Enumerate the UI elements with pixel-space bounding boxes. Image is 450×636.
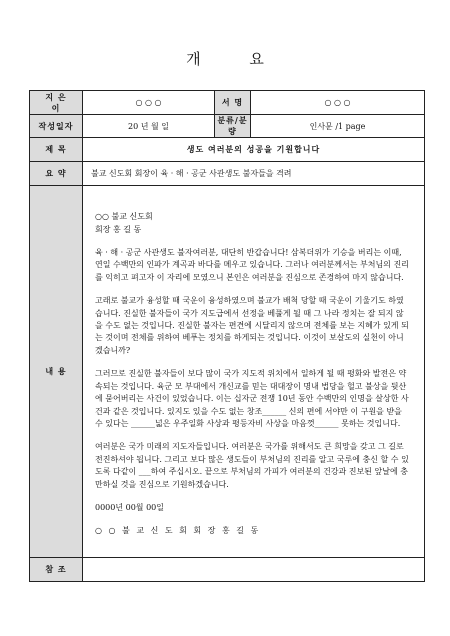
summary-value: 불교 신도회 회장이 육 · 해 · 공군 사관생도 불자들을 격려 [83,162,425,186]
paragraph-2: 고래로 불교가 융성할 때 국운이 융성하였으며 불교가 배척 당할 때 국운이 기울기도 하였습니다. 진실한 불자들이 국가 지도급에서 선정을 베풀게 될 때 그 나라 정치는 잘 되지 않을 수도 없는 것입니다. 진실한 불자는 편견에 시달리지 않으며 전체를 보는 지혜가 있게 되는 것이며 전체를 위하여 베푸는 정치를 하게되는 것입니다. 이것이 보살도의 실천이 아니겠습니까? [95,296,409,355]
speaker-value: ○ ○ ○ [251,91,425,115]
reference-row [30,558,425,582]
summary-row [30,162,425,186]
date-label: 작성일자 [30,115,83,138]
subject-value: 생도 여러분의 성공을 기원합니다 [83,138,425,162]
paragraph-4: 여러분은 국가 미래의 지도자들입니다. 여러분은 국가를 위해서도 큰 희망을 갖고 그 길로 전진하셔야 됩니다. 그리고 보다 많은 생도들이 부처님의 진리를 알고 국루에 충신 할 수 있도록 다같이 ___하여 주십시오. 끝으로 부처님의 가피가 여러분의 건강과 진보된 앞날에 충만하실 것을 진심으로 기원하겠습니다. [95,442,409,489]
document-title: 개 요 [186,50,286,68]
closing-signature: ○ ○ 불 교 신 도 회 회 장 홍 길 동 [95,526,261,536]
summary-label: 요 약 [30,162,83,186]
salutation-line-2: 회장 홍 길 동 [95,224,142,234]
overview-form-table [29,90,425,582]
paragraph-3: 그러므로 진실한 불자들이 보다 많이 국가 지도적 위치에서 일하게 될 때 평화와 발전은 약속되는 것입니다. 육군 모 부대에서 개신교를 믿는 대대장이 명내 법당을 헐고 불상을 뒷산에 묻어버리는 사건이 있었습니다. 이는 십자군 전쟁 10년 동안 수백만의 인명을 살상한 사건과 같은 것입니다. 있지도 있을 수도 없는 창조______ 신의 편에 서야만 이 구원을 받을 수 있다는 ______넓은 우주일화 사상과 평등자비 사상을 마음껏______ 못하는 것입니다. [95,369,409,428]
category-value: 인사문 /1 page [251,115,425,138]
speaker-label: 서 명 [215,91,251,115]
reference-value [83,558,425,582]
author-row [30,91,425,115]
reference-label: 참 조 [30,558,83,582]
subject-label: 제 목 [30,138,83,162]
date-row [30,115,425,138]
date-line: 0000년 00월 00일 [95,502,164,512]
date-value: 20 년 월 일 [83,115,215,138]
category-label: 분류/분량 [215,115,251,138]
paragraph-1: 육 · 해 · 공군 사관생도 불자여러분, 대단히 반갑습니다! 삼복더위가 기승을 버리는 이때, 연일 수백만의 인파가 계곡과 바다를 메우고 있습니다. 그러나 여러분께서는 부처님의 진리를 익히고 펴고자 이 자리에 모였으니 본인은 여러분을 진심으로 존경하여 마지 않습니다. [95,248,409,282]
author-label: 지 은 이 [30,91,83,115]
salutation-line-1: ○○ 불교 신도회 [95,212,153,222]
content-row [30,186,425,558]
content-label: 내 용 [30,186,83,558]
author-value: ○ ○ ○ [83,91,215,115]
subject-row [30,138,425,162]
content-body [83,186,425,558]
